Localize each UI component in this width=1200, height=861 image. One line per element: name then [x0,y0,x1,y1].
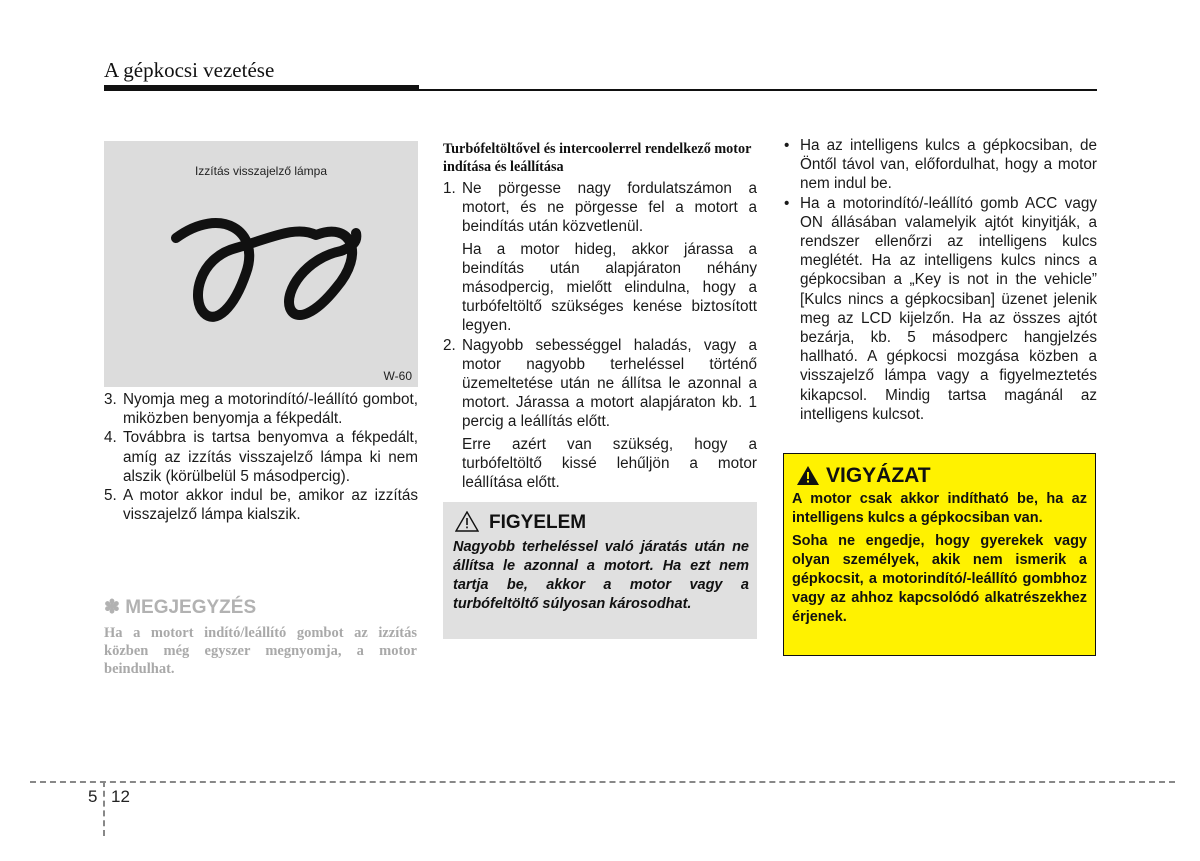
column-2 [443,140,757,492]
glow-indicator-figure [104,141,418,387]
warning-text: Nagyobb terheléssel való járatás után ne állítsa le azonnal a motort. Ha ezt nem tartja be, akkor a motor vagy a turbófeltöltő súlyosan károsodhat. [453,539,749,612]
list-item: 1. Ne pörgesse nagy fordulatszámon a motort, és ne pörgesse fel a motort a beindítás után közvetlenül. [443,180,757,236]
warning-title: FIGYELEM [489,512,587,533]
page-number: 12 [111,787,130,806]
caution-paragraph: Soha ne engedje, hogy gyerekek vagy olyan személyek, akik nem ismerik a gépkocsit, a motorindító/-leállító gombhoz vagy az ahhoz kapcsolódó alkatrészekhez érjenek. [792,533,1087,625]
column-3 [782,136,1097,424]
footer-divider [30,781,1175,783]
header-rule-thin [419,89,1097,91]
column-1 [104,390,418,524]
list-item: 4. Továbbra is tartsa benyomva a fékpedált, amíg az izzítás visszajelző lámpa ki nem alszik (körülbelül 5 másodpercig). [104,429,418,485]
list-item: 5. A motor akkor indul be, amikor az izzítás visszajelző lámpa kialszik. [104,487,418,524]
list-item-detail: Ha a motor hideg, akkor járassa a beindítás után alapjáraton néhány másodpercig, mielőtt elindulna, hogy a turbófeltöltő szükséges kenése biztosított legyen. [462,240,757,335]
caution-box [783,453,1096,656]
caution-title: VIGYÁZAT [826,464,931,487]
chapter-number: 5 [88,787,98,806]
page-header-title: A gépkocsi vezetése [104,58,275,82]
caution-paragraph: A motor csak akkor indítható be, ha az intelligens kulcs a gépkocsiban van. [792,491,1087,526]
footer-divider-vertical [103,781,105,836]
note-title: ✽ MEGJEGYZÉS [104,597,257,618]
warning-box [443,502,757,639]
header-rule-thick [104,85,419,91]
bullet-item: • Ha a motorindító/-leállító gomb ACC vagy ON állásában valamelyik ajtót kinyitják, a rendszer ellenőrzi az intelligens kulcs meglétét. Ha az intelligens kulcs nincs a gépkocsiban a „Key is not in the vehicle” [Kulcs nincs a gépkocsiban] üzenet jelenik meg az LCD kijelzőn. Ha az összes ajtót bezárja, kb. 5 másodperc hangjelzés hallható. A gépkocsi mozgása közben a visszajelző lámpa vagy a figyelmeztetés kikapcsol. Mindig tartsa magánál az intelligens kulcsot. [784,194,1097,423]
glow-plug-coil-icon [166,213,366,333]
bullet-item: • Ha az intelligens kulcs a gépkocsiban, de Öntől távol van, előfordulhat, hogy a motor nem indul be. [784,137,1097,193]
warning-triangle-icon [455,511,479,532]
list-item: 3. Nyomja meg a motorindító/-leállító gombot, miközben benyomja a fékpedált. [104,391,418,428]
caution-triangle-icon [796,465,820,486]
caution-text [792,490,1087,631]
note-text: Ha a motort indító/leállító gombot az izzítás közben még egyszer megnyomja, a motor beindulhat. [104,625,417,677]
section-heading: Turbófeltöltővel és intercoolerrel rendelkező motor indítása és leállítása [443,141,752,175]
figure-code: W-60 [383,369,412,383]
figure-caption: Izzítás visszajelző lámpa [194,164,328,178]
list-item: 2. Nagyobb sebességgel haladás, vagy a motor nagyobb terheléssel történő üzemeltetése után ne állítsa le azonnal a motort. Járassa a motort alapjáraton kb. 1 percig a leállítás előtt. [443,336,757,431]
list-item-detail: Erre azért van szükség, hogy a turbófeltöltő kissé lehűljön a motor leállítása előtt. [462,435,757,492]
